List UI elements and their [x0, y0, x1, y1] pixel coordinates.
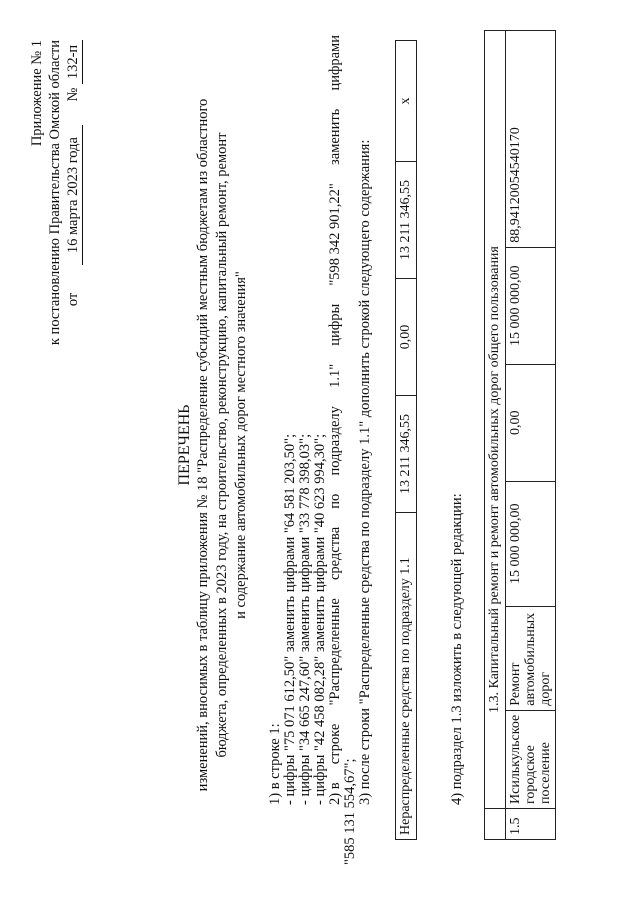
section-title: 1.3. Капитальный ремонт и ремонт автомобильных дорог общего пользования — [485, 31, 506, 809]
item-2-word: заменить — [327, 108, 343, 165]
item-2-word: по — [327, 493, 343, 509]
work-type-cell — [506, 606, 556, 710]
table-cell: 15 000 000,00 — [506, 481, 556, 606]
municipality-line: Исилькульское — [508, 714, 523, 804]
item-2-word: "598 342 901,22" — [327, 183, 343, 286]
item-2-word: строке — [327, 723, 343, 765]
from-label: от — [65, 292, 81, 307]
item-1-line-a: - цифры "75 071 612,50" заменить цифрами "64 581 203,50"; — [282, 433, 298, 805]
work-type-line: Ремонт — [508, 662, 523, 706]
table-row — [506, 31, 556, 840]
table-cell: 0,00 — [396, 279, 417, 396]
item-1 — [268, 434, 328, 805]
table-cell: Нераспределенные средства по подразделу 1.1 — [396, 513, 417, 840]
item-1-line-c: - цифры "42 458 082,28" заменить цифрами "40 623 994,30"; — [312, 433, 328, 805]
item-2-word: "Распределенные — [327, 598, 343, 706]
table-cell: 13 211 346,55 — [396, 396, 417, 513]
row-number: 1.5 — [506, 809, 556, 840]
table-cell: х — [396, 41, 417, 162]
work-type-line: дорог — [538, 671, 553, 706]
item-4: 4) подраздел 1.3 изложить в следующей редакции: — [449, 493, 465, 805]
section-table — [484, 30, 556, 840]
item-2-word: цифрами — [327, 35, 343, 91]
table-row — [396, 41, 417, 840]
unallocated-table — [395, 40, 417, 840]
title-heading: ПЕРЕЧЕНЬ — [176, 404, 193, 486]
document-header — [28, 40, 83, 345]
item-2-word: 1.1" — [327, 363, 343, 388]
municipality-line: городское — [523, 745, 538, 804]
item-2-line-1 — [328, 35, 343, 805]
municipality-line: поселение — [538, 742, 553, 804]
work-type-line: автомобильных — [523, 612, 538, 706]
decree-date-line — [64, 40, 83, 345]
item-2-word: 2) в — [327, 782, 343, 805]
title-line-3: и содержание автомобильных дорог местного значения" — [233, 271, 249, 619]
appendix-label: Приложение № 1 — [29, 40, 45, 147]
table-cell: 15 000 000,00 — [506, 247, 556, 364]
title-line-2: бюджета, определенных в 2023 году, на строительство, реконструкцию, капитальный ремонт, ремонт — [214, 132, 230, 758]
item-2-word: подразделу — [327, 406, 343, 476]
item-1-intro: 1) в строке 1: — [267, 723, 283, 805]
item-2-word: цифры — [327, 303, 343, 346]
item-2-line-2: "585 131 554,67"; — [342, 758, 358, 865]
item-3: 3) после строки "Распределенные средства по подразделу 1.1" дополнить строкой следующего содержания: — [357, 139, 373, 805]
table-cell: 88,94120054540170 — [506, 31, 556, 248]
item-2-word: средства — [327, 526, 343, 581]
table-cell — [485, 809, 506, 840]
title-line-1: изменений, вносимых в таблицу приложения № 18 "Распределение субсидий местным бюджетам из областного — [195, 98, 211, 792]
table-cell: 0,00 — [506, 364, 556, 481]
table-row — [485, 31, 506, 840]
decree-reference: к постановлению Правительства Омской области — [47, 40, 63, 346]
document-title — [175, 45, 251, 845]
municipality-cell — [506, 710, 556, 808]
number-label: № — [65, 87, 81, 102]
decree-date: 16 марта 2023 года — [64, 125, 83, 265]
item-1-line-b: - цифры "34 665 247,60" заменить цифрами "33 778 398,03"; — [297, 433, 313, 805]
table-cell: 13 211 346,55 — [396, 162, 417, 279]
decree-number: 132-п — [64, 40, 83, 84]
